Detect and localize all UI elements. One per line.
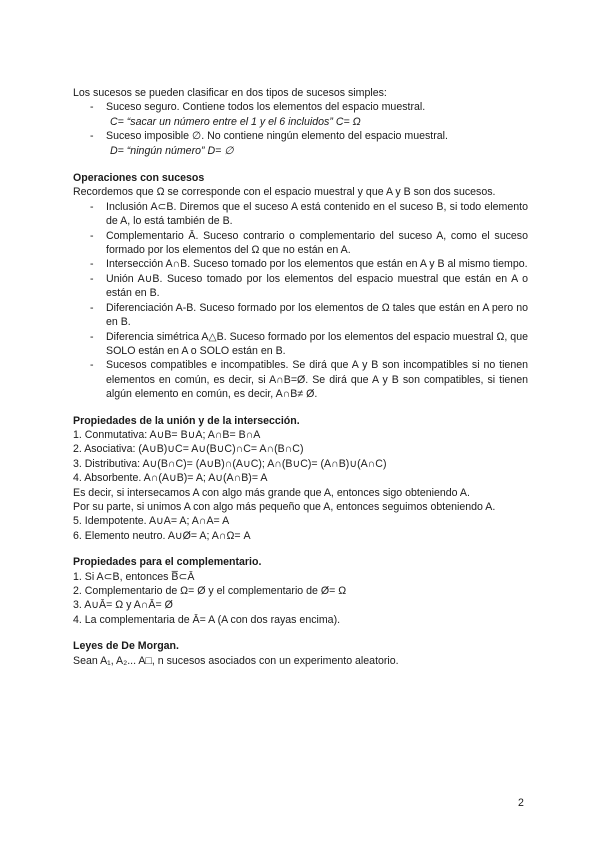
simple-types-list: [73, 100, 528, 114]
bullet-text: Diferencia simétrica A△B. Suceso formado por los elementos del espacio muestral Ω, que SOLO están en A o SOLO están en B.: [106, 330, 528, 357]
example-text: D= “ningún número” D= ∅: [110, 144, 234, 157]
list-item: 1. Conmutativa: A∪B= B∪A; A∩B= B∩A: [73, 428, 261, 441]
list-item: 3. Distributiva: A∪(B∩C)= (A∪B)∩(A∪C); A∩(B∪C)= (A∩B)∪(A∩C): [73, 457, 387, 470]
list-item: - Diferencia simétrica A△B. Suceso formado por los elementos del espacio muestral Ω, que SOLO están en A o SOLO están en B.: [90, 330, 528, 357]
list-item: 1. Si A⊂B, entonces B̅⊂Ā: [73, 570, 195, 583]
section-title-operations: Operaciones con sucesos: [73, 172, 205, 185]
section-title-properties: Propiedades de la unión y de la intersección.: [73, 414, 300, 427]
properties-list: [73, 428, 528, 543]
simple-types-list: [73, 129, 528, 143]
bullet-text: Unión A∪B. Suceso tomado por los elementos del espacio muestral que están en A o están en B.: [106, 272, 528, 300]
bullet-text: Complementario Ā. Suceso contrario o complementario del suceso A, como el suceso formado por los elementos del Ω que no están en A.: [106, 229, 528, 257]
bullet-text: Sucesos compatibles e incompatibles. Se dirá que A y B son incompatibles si no tienen elementos en común, es decir, si A∩B=Ø. Se dirá que A y B son compatibles, si tienen algún elemento en común, es decir, A∩B≠ Ø.: [106, 359, 528, 401]
list-item: - Diferenciación A-B. Suceso formado por los elementos de Ω tales que están en A pero no en B.: [90, 301, 528, 329]
list-item: 2. Asociativa: (A∪B)∪C= A∪(B∪C)∩C= A∩(B∩C): [73, 443, 304, 456]
list-item: - Suceso seguro. Contiene todos los elementos del espacio muestral.: [90, 101, 426, 114]
list-item: Por su parte, si unimos A con algo más pequeño que A, entonces seguimos obteniendo A.: [73, 500, 496, 513]
list-item: 3. A∪Ā= Ω y A∩Ā= Ø: [73, 599, 173, 612]
list-item: Es decir, si intersecamos A con algo más grande que A, entonces sigo obteniendo A.: [73, 486, 470, 499]
complement-list: [73, 570, 528, 628]
list-item: 4. Absorbente. A∩(A∪B)= A; A∪(A∩B)= A: [73, 472, 268, 485]
page-number: 2: [518, 797, 524, 809]
example-text: C= “sacar un número entre el 1 y el 6 incluidos” C= Ω: [110, 115, 361, 128]
bullet-text: Suceso seguro. Contiene todos los elementos del espacio muestral.: [106, 101, 426, 114]
bullet-text: Inclusión A⊂B. Diremos que el suceso A está contenido en el suceso B, si todo elemento de A, lo está también de B.: [106, 200, 528, 228]
bullet-text: Suceso imposible ∅. No contiene ningún elemento del espacio muestral.: [106, 130, 448, 143]
bullet-text: Intersección A∩B. Suceso tomado por los elementos que están en A y B al mismo tiempo.: [106, 258, 528, 271]
list-item: - Complementario Ā. Suceso contrario o complementario del suceso A, como el suceso formado por los elementos del Ω que no están en A.: [90, 229, 528, 257]
section-title-complement: Propiedades para el complementario.: [73, 556, 262, 569]
list-item: 6. Elemento neutro. A∪Ø= A; A∩Ω= A: [73, 529, 251, 542]
bullet-text: Diferenciación A-B. Suceso formado por los elementos de Ω tales que están en A pero no en B.: [106, 301, 528, 329]
list-item: - Sucesos compatibles e incompatibles. Se dirá que A y B son incompatibles si no tienen elementos en común, es decir, si A∩B=Ø. Se dirá que A y B son compatibles, si tienen algún elemento en común, es decir, A∩B≠ Ø.: [90, 359, 528, 401]
list-item: - Inclusión A⊂B. Diremos que el suceso A está contenido en el suceso B, si todo elemento de A, lo está también de B.: [90, 200, 528, 228]
operations-intro: Recordemos que Ω se corresponde con el espacio muestral y que A y B son dos sucesos.: [73, 186, 496, 199]
list-item: - Intersección A∩B. Suceso tomado por los elementos que están en A y B al mismo tiempo.: [90, 258, 528, 271]
demorgan-text: Sean A₁, A₂... A□, n sucesos asociados con un experimento aleatorio.: [73, 654, 399, 667]
section-title-demorgan: Leyes de De Morgan.: [73, 640, 179, 653]
intro-text: Los sucesos se pueden clasificar en dos tipos de sucesos simples:: [73, 87, 387, 99]
operations-list: [73, 200, 528, 402]
document-page: [73, 86, 528, 668]
list-item: 2. Complementario de Ω= Ø y el complementario de Ø= Ω: [73, 585, 347, 597]
list-item: 4. La complementaria de Ā= A (A con dos rayas encima).: [73, 613, 341, 626]
list-item: 5. Idempotente. A∪A= A; A∩A= A: [73, 515, 230, 528]
list-item: - Suceso imposible ∅. No contiene ningún elemento del espacio muestral.: [90, 130, 448, 143]
list-item: - Unión A∪B. Suceso tomado por los elementos del espacio muestral que están en A o están en B.: [90, 272, 528, 300]
